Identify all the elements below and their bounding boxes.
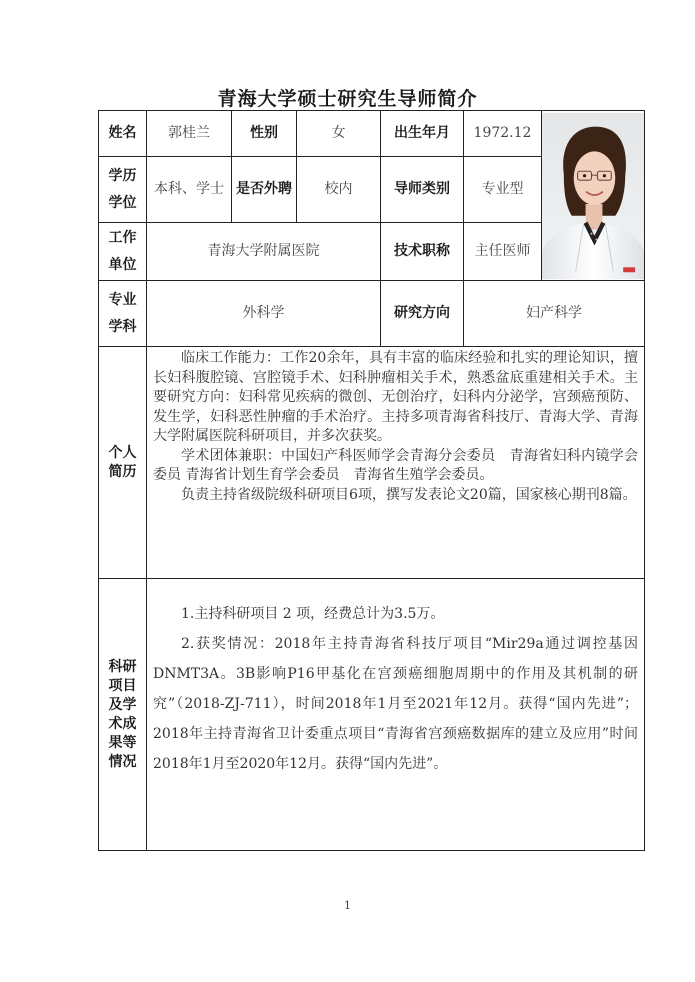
profile-paragraph: 临床工作能力：工作20余年，具有丰富的临床经验和扎实的理论知识，擅长妇科腹腔镜、宫腔镜手术、妇科肿瘤相关手术，熟悉盆底重建相关手术。主要研究方向：妇科常见疾病的微创、无创治疗，妇科内分泌学，宫颈癌预防、发生学，妇科恶性肿瘤的手术治疗。主持多项青海省科技厅、青海大学、青海大学附属医院科研项目，并多次获奖。 <box>153 350 638 444</box>
major-value: 外科学 <box>147 281 381 347</box>
page-number: 1 <box>344 899 351 912</box>
unit-value: 青海大学附属医院 <box>147 223 381 281</box>
type-label: 导师类别 <box>381 157 464 223</box>
profile-paragraph: 负责主持省级院级科研项目6项，撰写发表论文20篇，国家核心期刊8篇。 <box>181 486 637 503</box>
projects-label: 科研项目及学术成果等情况 <box>99 579 147 851</box>
rank-value: 主任医师 <box>464 223 542 281</box>
name-label: 姓名 <box>99 111 147 157</box>
portrait-photo <box>542 112 644 280</box>
birth-label: 出生年月 <box>381 111 464 157</box>
type-value: 专业型 <box>464 157 542 223</box>
page-title: 青海大学硕士研究生导师简介 <box>217 88 478 110</box>
degree-value: 本科、学士 <box>147 157 232 223</box>
rank-label: 技术职称 <box>381 223 464 281</box>
degree-label: 学历学位 <box>99 157 147 223</box>
gender-value: 女 <box>297 111 381 157</box>
projects-paragraph: 2.获奖情况：2018年主持青海省科技厅项目“Mir29a通过调控基因DNMT3A。3B影响P16甲基化在宫颈癌细胞周期中的作用及其机制的研究”（2018-ZJ-711），时间2018年1月至2021年12月。获得“国内先进”；2018年主持青海省卫计委重点项目“青海省宫颈癌数据库的建立及应用”时间2018年1月至2020年12月。获得“国内先进”。 <box>153 636 638 772</box>
profile-content <box>147 347 645 579</box>
direction-label: 研究方向 <box>381 281 464 347</box>
photo-cell <box>542 111 645 281</box>
unit-label: 工作单位 <box>99 223 147 281</box>
projects-paragraph: 1.主持科研项目 2 项，经费总计为3.5万。 <box>181 606 445 622</box>
external-value: 校内 <box>297 157 381 223</box>
external-label: 是否外聘 <box>232 157 297 223</box>
gender-label: 性别 <box>232 111 297 157</box>
name-value: 郭桂兰 <box>147 111 232 157</box>
projects-content <box>147 579 645 851</box>
direction-value: 妇产科学 <box>464 281 645 347</box>
profile-paragraph: 学术团体兼职：中国妇产科医师学会青海分会委员 青海省妇科内镜学会委员 青海省计划生育学会委员 青海省生殖学会委员。 <box>153 447 638 483</box>
profile-form-table <box>98 110 645 851</box>
birth-value: 1972.12 <box>464 111 542 157</box>
major-label: 专业学科 <box>99 281 147 347</box>
profile-label: 个人简历 <box>99 347 147 579</box>
